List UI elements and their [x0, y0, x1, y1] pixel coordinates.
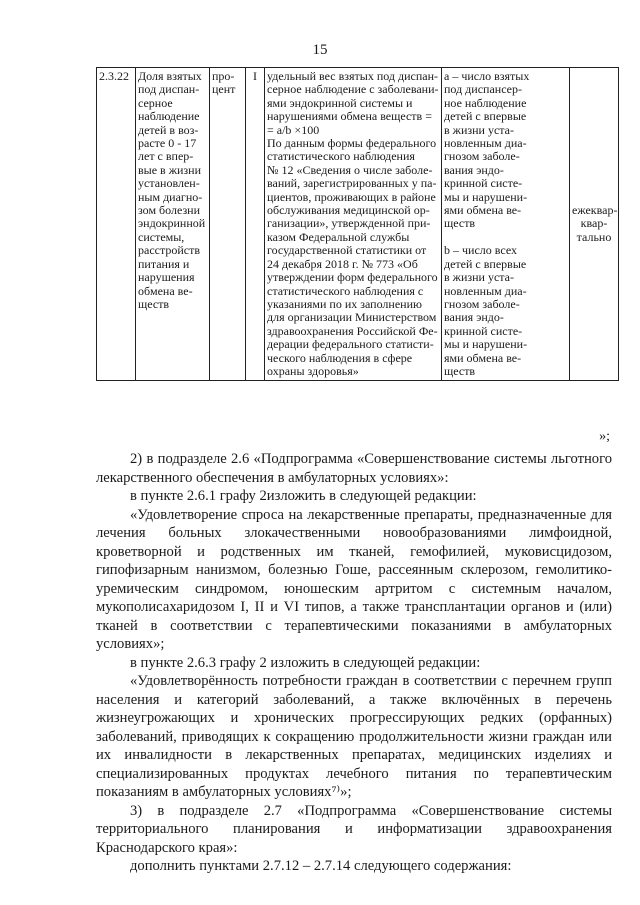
indicator-name-line: установлен- — [138, 176, 200, 191]
indicator-name-line: ным диагно- — [138, 189, 203, 204]
formula-line: ваний, зарегистрированных у па- — [267, 176, 437, 191]
formula-line: дерации федерального статисти- — [267, 337, 434, 352]
formula-line: утверждении форм федерального — [267, 270, 438, 285]
formula-line: 24 декабря 2018 г. № 773 «Об — [267, 256, 418, 271]
indicator-name-line: нарушения — [138, 270, 195, 285]
formula-line: ческого наблюдения в сфере — [267, 350, 413, 365]
indicator-name — [136, 68, 210, 381]
indicator-name-line: серное — [138, 95, 173, 110]
formula-line: указаниями по их заполнению — [267, 296, 422, 311]
indicator-unit-line: про- — [212, 69, 235, 83]
variable-line: детей с впервые — [444, 109, 527, 124]
variable-line: вания эндо- — [444, 162, 504, 177]
indicator-unit-line: цент — [212, 82, 236, 97]
indicator-number: 2.3.22 — [97, 68, 136, 381]
formula-line: ганизации», утвержденной при- — [267, 216, 431, 231]
variable-line: кринной систе- — [444, 323, 523, 338]
formula-line: статистического наблюдения с — [267, 283, 424, 298]
indicator-name-line: детей в воз- — [138, 122, 199, 137]
indicator-name-line: лет с впер- — [138, 149, 194, 164]
paragraph-2-6-3: в пункте 2.6.3 графу 2 изложить в следующей редакции: — [130, 654, 481, 671]
variable-line: новленным диа- — [444, 136, 527, 151]
variable-line: ществ — [444, 363, 476, 378]
paragraph-2-6-1: в пункте 2.6.1 графу 2изложить в следующей редакции: — [130, 488, 477, 504]
variable-line: a – число взятых — [444, 69, 530, 83]
variable-line: кринной систе- — [444, 176, 523, 191]
indicator-variables — [442, 68, 570, 381]
variable-line: гнозом заболе- — [444, 149, 520, 164]
indicator-name-line: расстройств — [138, 243, 201, 258]
indicator-periodicity — [570, 68, 619, 381]
variable-line — [444, 231, 567, 244]
indicator-formula — [265, 68, 442, 381]
variable-line: детей с впервые — [444, 256, 527, 271]
variable-line: ществ — [444, 216, 476, 231]
variable-line: мы и нарушени- — [444, 337, 528, 352]
table-row — [97, 68, 619, 381]
formula-line: серное наблюдение с заболевани- — [267, 82, 439, 97]
variable-line: ями обмена ве- — [444, 350, 522, 365]
variable-line: новленным диа- — [444, 283, 527, 298]
formula-line: По данным формы федерального — [267, 136, 437, 151]
closing-mark: »; — [599, 429, 610, 444]
formula-line: обслуживания медицинской ор- — [267, 203, 430, 218]
variable-line: в жизни уста- — [444, 122, 515, 137]
periodicity-line: тально — [576, 229, 612, 244]
formula-line: нарушениями обмена веществ = — [267, 109, 432, 124]
indicator-name-line: наблюдение — [138, 109, 200, 124]
indicator-name-line: Доля взятых — [138, 69, 202, 83]
paragraph-append: дополнить пунктами 2.7.12 – 2.7.14 следующего содержания: — [130, 858, 512, 874]
formula-line: казом Федеральной службы — [267, 229, 410, 244]
paragraph-3: 3) в подразделе 2.7 «Подпрограмма «Совершенствование системы территориального планирования и информатизации здравоохранения Краснодарского края»: — [96, 802, 612, 856]
variable-line: гнозом заболе- — [444, 296, 520, 311]
periodicity-line: квар- — [580, 216, 608, 231]
variable-line: b – число всех — [444, 243, 518, 258]
indicator-name-line: ществ — [138, 296, 170, 311]
formula-line: статистического наблюдения — [267, 149, 415, 164]
body-text — [96, 450, 612, 876]
formula-line: циентов, проживающих в районе — [267, 189, 436, 204]
formula-line: удельный вес взятых под диспан- — [267, 69, 439, 83]
indicator-name-line: расте 0 - 17 — [138, 136, 197, 151]
indicator-name-line: питания и — [138, 256, 190, 271]
formula-line: = a/b ×100 — [267, 122, 320, 137]
indicator-name-line: эндокринной — [138, 216, 206, 231]
indicator-name-line: системы, — [138, 229, 185, 244]
indicator-name-line: обмена ве- — [138, 283, 193, 298]
indicator-name-line: под диспан- — [138, 82, 200, 97]
indicator-direction: I — [246, 68, 265, 381]
paragraph-quote-1: «Удовлетворение спроса на лекарственные препараты, предназначенные для лечения больных злокачественными новообразованиями лимфоидной, кроветворной и родственных им тканей, гемофилией, муковисцидозом, гипофизарным нанизмом, болезнью Гоше, рассеянным склерозом, гемолитико-уремическим синдромом, юношеским артритом с системным началом, мукополисахаридозом I, II и VI типов, а также трансплантации органов и (или) тканей в соответствии с терапевтическими показаниями в амбулаторных условиях»; — [96, 506, 612, 652]
variable-line: под диспансер- — [444, 82, 522, 97]
paragraph-quote-2: «Удовлетворённость потребности граждан в соответствии с перечнем групп населения и категорий заболеваний, а также включённых в перечень жизнеугрожающих и хронических прогрессирующих редких (орфанных) заболеваний, приводящих к сокращению продолжительности жизни граждан или их инвалидности в лекарственных препаратах, медицинских изделиях и специализированных продуктах лечебного питания по терапевтическим показаниям в амбулаторных условиях⁷⁾»; — [96, 673, 612, 800]
variable-line: ями обмена ве- — [444, 203, 522, 218]
formula-line: охраны здоровья» — [267, 363, 359, 378]
formula-line: государственной статистики от — [267, 243, 427, 258]
paragraph-2: 2) в подразделе 2.6 «Подпрограмма «Совершенствование системы льготного лекарственного обеспечения в амбулаторных условиях»: — [96, 451, 612, 486]
formula-line: ями эндокринной системы и — [267, 95, 413, 110]
periodicity-line: ежеквар- — [572, 203, 618, 218]
indicator-name-line: вые в жизни — [138, 162, 202, 177]
indicator-name-line: зом болезни — [138, 203, 201, 218]
formula-line: здравоохранения Российской Фе- — [267, 323, 438, 338]
indicator-unit — [210, 68, 246, 381]
variable-line: мы и нарушени- — [444, 189, 528, 204]
page-number: 15 — [312, 42, 328, 58]
formula-line: для организации Министерством — [267, 310, 437, 325]
variable-line: ное наблюдение — [444, 95, 527, 110]
formula-line: № 12 «Сведения о числе заболе- — [267, 162, 433, 177]
variable-line: вания эндо- — [444, 310, 504, 325]
variable-line: в жизни уста- — [444, 270, 515, 285]
indicator-table — [96, 67, 619, 381]
